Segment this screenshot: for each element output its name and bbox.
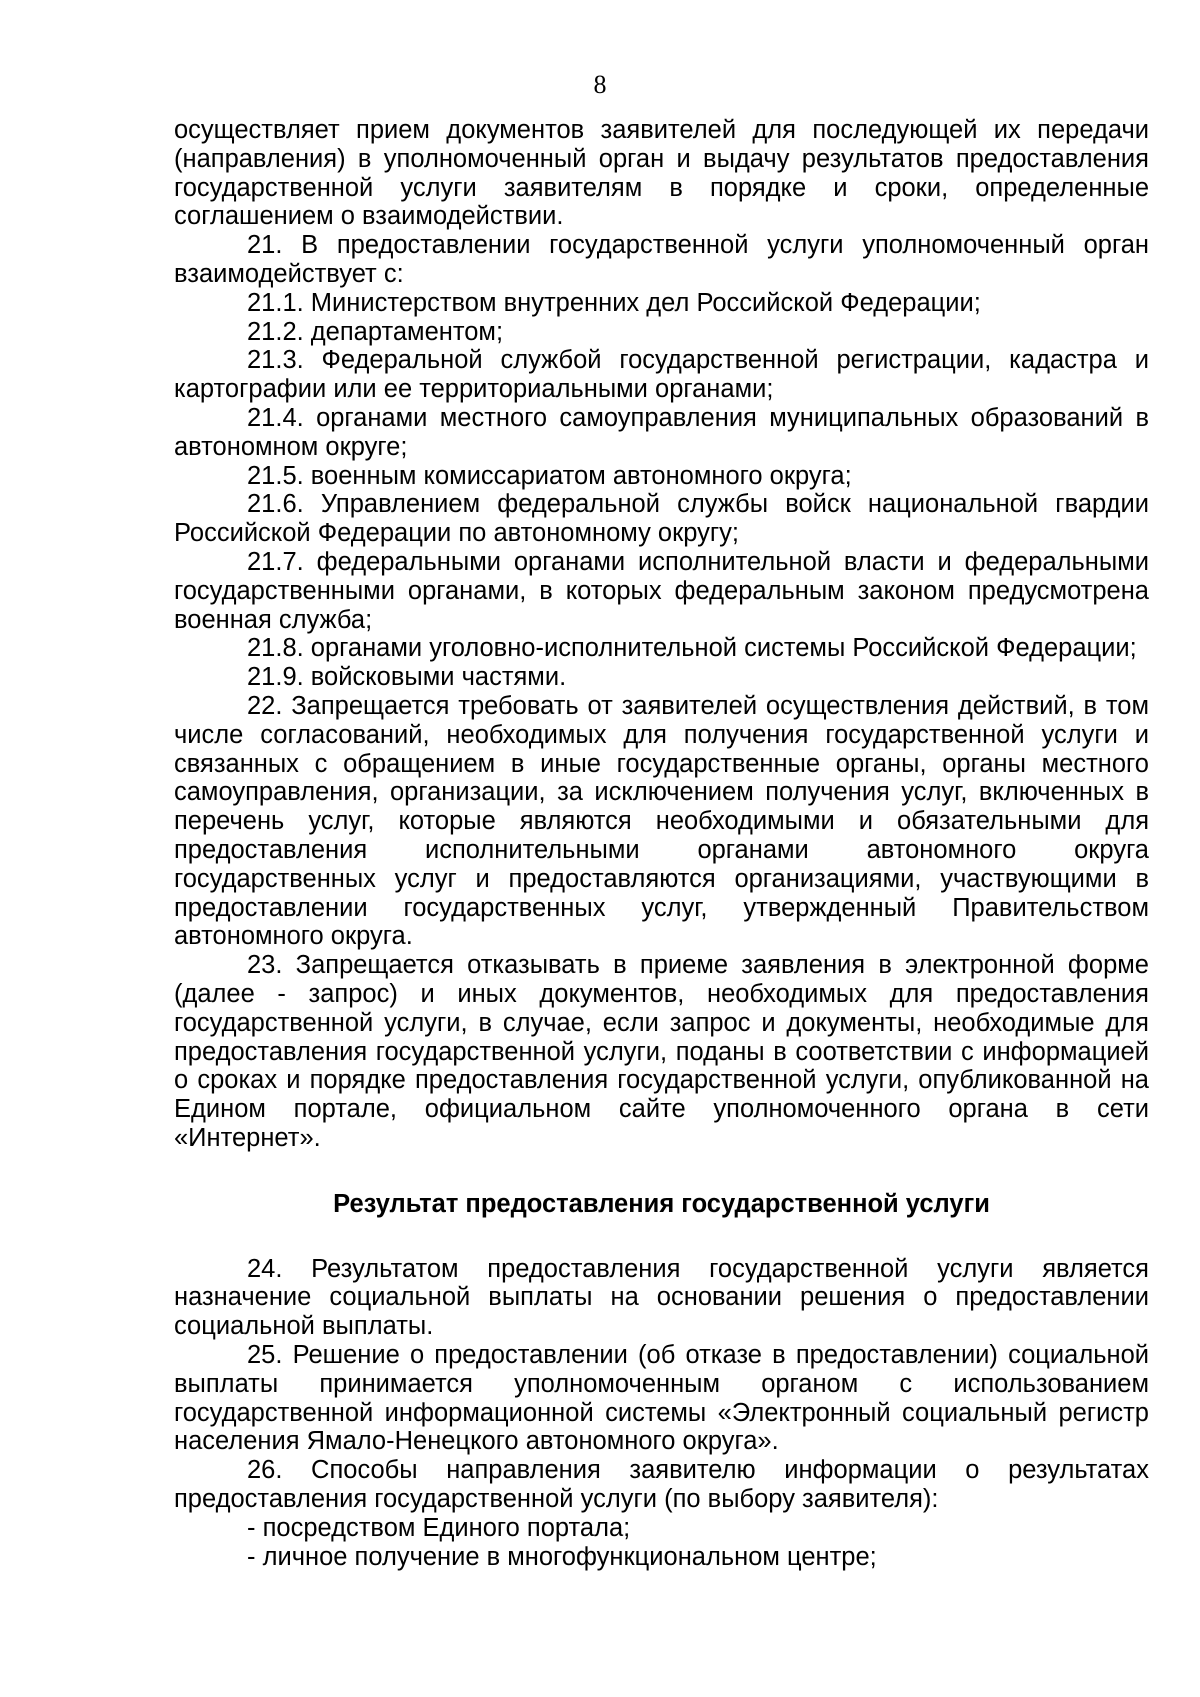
paragraph: 21.4. органами местного самоуправления муниципальных образований в автономном округе; [174, 403, 1149, 461]
list-item: - личное получение в многофункциональном центре; [247, 1542, 877, 1571]
paragraph: 21.6. Управлением федеральной службы войск национальной гвардии Российской Федерации по автономному округу; [174, 490, 1149, 548]
paragraph: осуществляет прием документов заявителей для последующей их передачи (направления) в уполномоченный орган и выдачу результатов предоставления государственной услуги заявителям в порядке и сроки, определенные соглашением о взаимодействии. [174, 116, 1149, 231]
list-item: - посредством Единого портала; [247, 1513, 631, 1542]
paragraph: 21.3. Федеральной службой государственной регистрации, кадастра и картографии или ее территориальными органами; [174, 346, 1149, 404]
paragraph: 26. Способы направления заявителю информации о результатах предоставления государственной услуги (по выбору заявителя): [174, 1456, 1149, 1514]
document-body [174, 116, 1149, 1571]
paragraph: 21.8. органами уголовно-исполнительной системы Российской Федерации; [247, 634, 1137, 663]
paragraph: 21.9. войсковыми частями. [247, 663, 567, 692]
paragraph: 21. В предоставлении государственной услуги уполномоченный орган взаимодействует с: [174, 231, 1149, 288]
paragraph: 24. Результатом предоставления государственной услуги является назначение социальной выплаты на основании решения о предоставлении социальной выплаты. [174, 1254, 1149, 1341]
paragraph: 25. Решение о предоставлении (об отказе в предоставлении) социальной выплаты принимается уполномоченным органом с использованием государственной информационной системы «Электронный социальный регистр населения Ямало-Ненецкого автономного округа». [174, 1341, 1149, 1456]
result-methods-list [174, 1514, 1149, 1572]
paragraphs-before-heading [174, 116, 1149, 1153]
paragraph: 21.1. Министерством внутренних дел Российской Федерации; [247, 288, 981, 317]
paragraph: 21.5. военным комиссариатом автономного округа; [247, 461, 852, 490]
paragraph: 23. Запрещается отказывать в приеме заявления в электронной форме (далее - запрос) и иных документов, необходимых для предоставления государственной услуги, в случае, если запрос и документы, необходимые для предоставления государственной услуги, поданы в соответствии с информацией о сроках и порядке предоставления государственной услуги, опубликованной на Едином портале, официальном сайте уполномоченного органа в сети «Интернет». [174, 951, 1149, 1152]
page-number: 8 [593, 70, 607, 99]
section-heading: Результат предоставления государственной услуги [333, 1189, 990, 1218]
paragraph: 21.2. департаментом; [247, 317, 504, 346]
paragraph: 21.7. федеральными органами исполнительной власти и федеральными государственными органами, в которых федеральным законом предусмотрена военная служба; [174, 547, 1149, 634]
paragraphs-after-heading [174, 1255, 1149, 1514]
paragraph: 22. Запрещается требовать от заявителей осуществления действий, в том числе согласований, необходимых для получения государственной услуги и связанных с обращением в иные государственные органы, органы местного самоуправления, организации, за исключением получения услуг, включенных в перечень услуг, которые являются необходимыми и обязательными для предоставления исполнительными органами автономного округа государственных услуг и предоставляются организациями, участвующими в предоставлении государственных услуг, утвержденный Правительством автономного округа. [174, 691, 1149, 951]
